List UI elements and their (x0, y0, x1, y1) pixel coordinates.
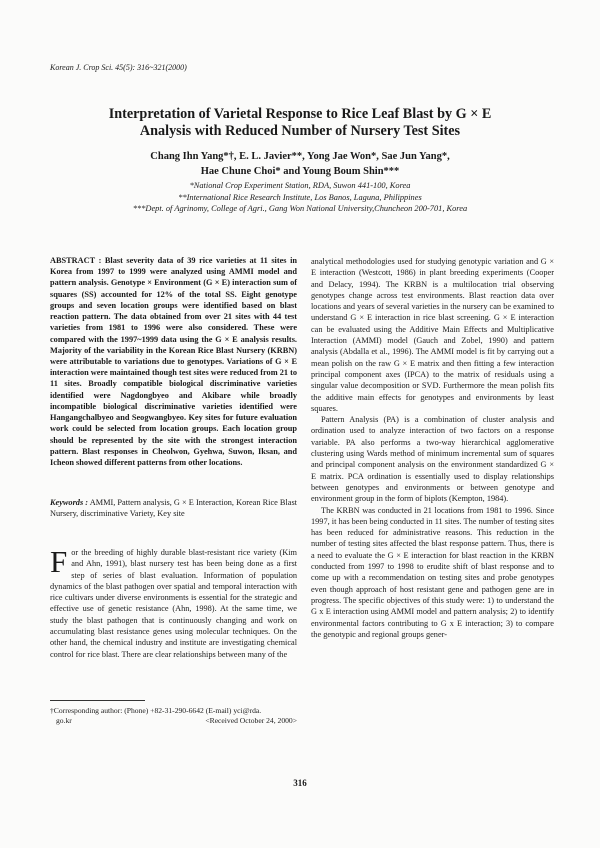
received-date: <Received October 24, 2000> (205, 716, 297, 725)
journal-citation: Korean J. Crop Sci. 45(5): 316~321(2000) (50, 63, 187, 72)
affiliation-1: *National Crop Experiment Station, RDA, Suwon 441-100, Korea (189, 181, 411, 190)
title-line-1: Interpretation of Varietal Response to Rice Leaf Blast by G × E (108, 106, 492, 122)
corresponding-footnote (50, 706, 297, 726)
page-number: 316 (293, 778, 307, 788)
footnote-line-2 (50, 716, 297, 726)
footnote-line-1: †Corresponding author: (Phone) +82-31-290-6642 (E-mail) yci@rda. (50, 706, 262, 715)
body-paragraph-2: Pattern Analysis (PA) is a combination of cluster analysis and ordination used to analyze interaction of two factors on a response variable. PA also performs a two-way hierarchical agglomerative clustering using Wards method of minimum incremental sum of squares and principal component analysis on the environment standardized G × E matrix. PCA ordination is essentially used to display relationships between genotypes and environments or between genotype and environment group in the form of biplots (Kempton, 1984). (311, 415, 554, 504)
intro-text: or the breeding of highly durable blast-resistant rice variety (Kim and Ahn, 1991), blast nursery test has been being done as a first step of series of blast evaluation. Information of population dynamics of the blast pathogen over spatial and temporal interaction with rice cultivars under diverse environments is essential for the strategic and effective use of genetic resistance (Ahn, 1998). At the same time, we study the blast pathogen that is continuously changing and work on accumulating blast resistance genes using molecular techniques. On the other hand, the chemical industry and institute are investigating chemical control for rice blast. There are clear relationships between many of the (50, 548, 297, 659)
introduction-paragraph (50, 544, 297, 660)
body-paragraph-3: The KRBN was conducted in 21 locations from 1981 to 1996. Since 1997, it has been being conducted in 11 sites. The number of testing sites has been reduced for administrative reasons. This reduction in the number of testing sites affected the blast response pattern. Thus, there is a need to evaluate the G × E interaction for blast reaction in the KRBN conducted from 1997 to 1998 to erudite shift of blast response and to come up with a recommendation on testing sites and probe genotypes even though approach of host resistant gene and pathogen gene are in progress. The specific objectives of this study were: 1) to understand the G x E interaction using AMMI model and pattern analysis; 2) to identify environmental factors contributing to G x E interaction; 3) to compare the genotypic and regional groups gener- (311, 505, 554, 639)
authors-line-1: Chang Ihn Yang*†, E. L. Javier**, Yong Jae Won*, Sae Jun Yang*, (150, 151, 450, 162)
keywords (50, 497, 297, 519)
keywords-text: AMMI, Pattern analysis, G × E Interaction, Korean Rice Blast Nursery, discriminative Variety, Key site (50, 498, 297, 519)
paper-title (60, 106, 540, 140)
affiliations (60, 180, 540, 215)
authors-line-2: Hae Chune Choi* and Young Boum Shin*** (200, 166, 400, 177)
author-list (60, 149, 540, 179)
affiliation-2: **International Rice Research Institute, Los Banos, Laguna, Philippines (178, 192, 422, 202)
keywords-label: Keywords : (50, 498, 89, 507)
right-column (311, 256, 554, 640)
title-line-2: Analysis with Reduced Number of Nursery Test Sites (139, 123, 461, 139)
abstract: ABSTRACT : Blast severity data of 39 rice varieties at 11 sites in Korea from 1997 to 1999 were analyzed using AMMI model and pattern analysis. Genotype × Environment (G × E) interaction sum of squares (SS) accounted for 12% of the total SS. Eight genotype groups and seven location groups were identified based on blast reaction pattern. The data obtained from over 21 sites with 44 test varieties from 1981 to 1996 were also considered. These were compared with the 1997~1999 data using the G × E analysis results. Majority of the variability in the Korean Rice Blast Nursery (KRBN) were attributable to variations due to genotypes. Variations of G × E interaction were maintained though test sites were reduced from 21 to 11 sites. Broadly compatible biological discriminative varieties identified were Nagdongbyeo and Akibare while broadly incompatible biological discriminative varieties identified were Hangangchalbyeo and Seogwangbyeo. Key sites for future evaluation work could be selected from location groups. Each location group should be represented by the site with the strongest interaction pattern. Blast responses in Cheolwon, Gyehwa, Suwon, Iksan, and Icheon showed different patterns from other locations. (50, 256, 297, 467)
drop-cap: F (50, 544, 68, 579)
footnote-email-domain: go.kr (56, 716, 72, 725)
affiliation-3: ***Dept. of Agrinomy, College of Agri., Gang Won National University,Chuncheon 200-701, Korea (132, 204, 468, 214)
body-paragraph-1: analytical methodologies used for studying genotypic variation and G × E interaction (Westcott, 1986) in plant breeding experiments (Cooper and Delacy, 1994). The KRBN is a multilocation trial observing genotypes change across test environments. Blast reaction data over locations and years of several varieties in the nursery can be examined to understand G × E interaction in rice blast screening. G × E interaction can be evaluated using the Additive Main Effects and Multiplicative Interaction (AMMI) model (Gauch and Zobel, 1990) and pattern analysis (Abdalla et al., 1996). The AMMI model is fit by carrying out a mean polish on the raw G × E matrix and then fitting a few interaction principal component axes (IPCA) to the matrix of residuals using a singular value decomposition or SVD. Furthermore the mean polish fits the additive main effects for genotypes and environments by least squares. (311, 257, 554, 413)
footnote-rule (50, 700, 145, 701)
